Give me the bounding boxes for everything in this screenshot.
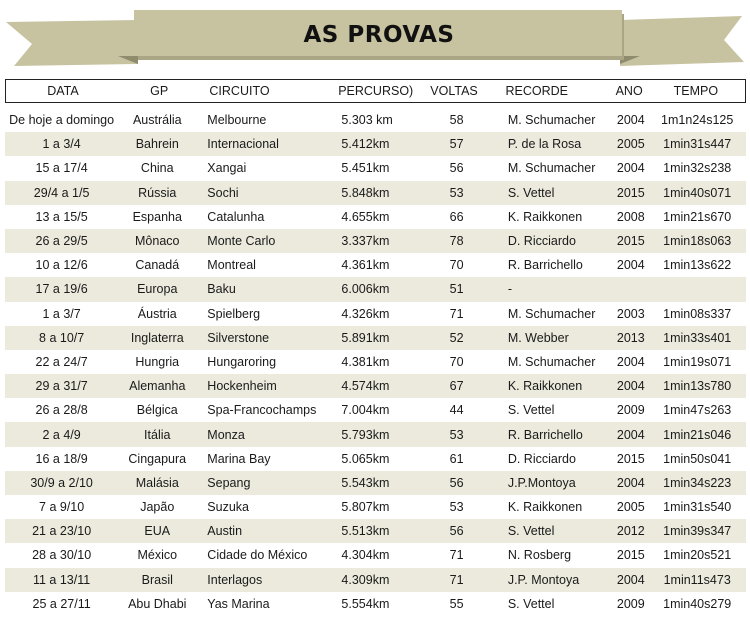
cell-percurso: 5.303 km xyxy=(341,113,393,128)
cell-recorde: D. Ricciardo xyxy=(507,451,576,466)
cell-percurso: 4.361km xyxy=(341,258,390,273)
cell-ano: 2003 xyxy=(616,306,645,321)
cell-gp: Inglaterra xyxy=(130,330,184,345)
cell-data: 26 a 29/5 xyxy=(35,234,88,249)
cell-circuito: Cidade do México xyxy=(207,548,308,563)
cell-tempo: 1min13s780 xyxy=(663,379,732,394)
cell-percurso: 4.304km xyxy=(341,548,390,563)
table-row xyxy=(5,495,746,519)
cell-percurso: 3.337km xyxy=(341,234,390,249)
cell-ano: 2015 xyxy=(616,234,645,249)
table-body xyxy=(5,108,746,616)
cell-ano: 2009 xyxy=(616,403,645,418)
cell-circuito: Spa-Francochamps xyxy=(207,403,317,418)
cell-recorde: M. Schumacher xyxy=(507,306,596,321)
ribbon-right-tail xyxy=(620,16,744,66)
cell-voltas: 71 xyxy=(449,572,464,587)
cell-data: 17 a 19/6 xyxy=(35,282,88,297)
table-row xyxy=(5,398,746,422)
cell-recorde: - xyxy=(507,282,512,297)
cell-data: 13 a 15/5 xyxy=(35,209,88,224)
cell-circuito: Marina Bay xyxy=(207,451,271,466)
cell-data: 10 a 12/6 xyxy=(35,258,88,273)
cell-gp: China xyxy=(140,161,174,176)
cell-voltas: 61 xyxy=(449,451,464,466)
cell-tempo: 1min20s521 xyxy=(663,548,732,563)
cell-data: 21 a 23/10 xyxy=(32,524,92,539)
column-header-ano: ANO xyxy=(615,84,643,98)
cell-tempo: 1min47s263 xyxy=(663,403,732,418)
cell-recorde: D. Ricciardo xyxy=(507,234,576,249)
table-row xyxy=(5,253,746,277)
cell-recorde: S. Vettel xyxy=(507,185,555,200)
cell-circuito: Interlagos xyxy=(207,572,263,587)
cell-recorde: S. Vettel xyxy=(507,524,555,539)
cell-percurso: 7.004km xyxy=(341,403,390,418)
cell-voltas: 70 xyxy=(449,354,464,369)
cell-circuito: Suzuka xyxy=(207,500,249,515)
column-header-percurso: PERCURSO) xyxy=(338,84,414,98)
cell-tempo: 1min33s401 xyxy=(663,330,732,345)
cell-ano: 2013 xyxy=(616,330,645,345)
cell-gp: Canadá xyxy=(135,258,180,273)
cell-gp: Cingapura xyxy=(128,451,187,466)
cell-voltas: 56 xyxy=(449,524,464,539)
cell-recorde: S. Vettel xyxy=(507,403,555,418)
cell-voltas: 55 xyxy=(449,596,464,611)
cell-data: 26 a 28/8 xyxy=(35,403,88,418)
cell-tempo: 1m1n24s125 xyxy=(661,113,734,128)
races-table xyxy=(5,79,746,616)
cell-ano: 2009 xyxy=(616,596,645,611)
cell-data: 15 a 17/4 xyxy=(35,161,88,176)
cell-tempo: 1min32s238 xyxy=(663,161,732,176)
cell-gp: Áustria xyxy=(137,306,177,321)
cell-ano: 2004 xyxy=(616,113,645,128)
cell-ano: 2015 xyxy=(616,451,645,466)
column-header-gp: GP xyxy=(150,84,169,98)
cell-voltas: 66 xyxy=(449,209,464,224)
table-row xyxy=(5,543,746,567)
cell-voltas: 44 xyxy=(449,403,464,418)
cell-data: 22 a 24/7 xyxy=(35,354,88,369)
cell-circuito: Melbourne xyxy=(207,113,267,128)
table-row xyxy=(5,471,746,495)
cell-voltas: 56 xyxy=(449,161,464,176)
cell-recorde: M. Schumacher xyxy=(507,354,596,369)
cell-gp: Abu Dhabi xyxy=(128,596,187,611)
cell-gp: Brasil xyxy=(141,572,173,587)
cell-percurso: 4.326km xyxy=(341,306,390,321)
cell-circuito: Hungaroring xyxy=(207,354,277,369)
column-header-tempo: TEMPO xyxy=(673,84,719,98)
cell-data: 11 a 13/11 xyxy=(32,572,91,587)
cell-circuito: Spielberg xyxy=(207,306,261,321)
cell-data: 29 a 31/7 xyxy=(35,379,88,394)
cell-circuito: Montreal xyxy=(207,258,256,273)
cell-gp: Japão xyxy=(140,500,175,515)
cell-percurso: 4.309km xyxy=(341,572,390,587)
cell-percurso: 4.381km xyxy=(341,354,390,369)
cell-circuito: Hockenheim xyxy=(207,379,277,394)
cell-data: 7 a 9/10 xyxy=(39,500,85,515)
cell-percurso: 5.513km xyxy=(341,524,390,539)
cell-circuito: Sochi xyxy=(207,185,239,200)
title-banner xyxy=(0,0,750,78)
cell-voltas: 71 xyxy=(449,548,464,563)
cell-percurso: 5.807km xyxy=(341,500,390,515)
cell-circuito: Catalunha xyxy=(207,209,265,224)
cell-recorde: N. Rosberg xyxy=(507,548,572,563)
cell-voltas: 53 xyxy=(449,427,464,442)
cell-recorde: M. Schumacher xyxy=(507,113,596,128)
cell-ano: 2004 xyxy=(616,354,645,369)
cell-recorde: K. Raikkonen xyxy=(507,209,583,224)
cell-ano: 2012 xyxy=(616,524,645,539)
cell-gp: Alemanha xyxy=(129,379,186,394)
table-row xyxy=(5,519,746,543)
cell-percurso: 5.451km xyxy=(341,161,390,176)
cell-voltas: 52 xyxy=(449,330,464,345)
cell-recorde: J.P.Montoya xyxy=(507,475,576,490)
cell-percurso: 5.891km xyxy=(341,330,390,345)
cell-percurso: 5.848km xyxy=(341,185,390,200)
cell-gp: Espanha xyxy=(132,209,182,224)
cell-ano: 2004 xyxy=(616,258,645,273)
table-row xyxy=(5,374,746,398)
cell-tempo: 1min40s279 xyxy=(663,596,732,611)
cell-recorde: J.P. Montoya xyxy=(507,572,580,587)
cell-gp: Austrália xyxy=(132,113,182,128)
column-header-data: DATA xyxy=(47,84,79,98)
column-header-recorde: RECORDE xyxy=(505,84,568,98)
cell-tempo: 1min21s046 xyxy=(663,427,732,442)
cell-ano: 2004 xyxy=(616,572,645,587)
cell-ano: 2015 xyxy=(616,185,645,200)
table-row xyxy=(5,181,746,205)
cell-gp: Mônaco xyxy=(135,234,180,249)
cell-percurso: 5.793km xyxy=(341,427,390,442)
cell-gp: Malásia xyxy=(135,475,179,490)
cell-recorde: P. de la Rosa xyxy=(507,137,582,152)
cell-percurso: 5.065km xyxy=(341,451,390,466)
cell-ano: 2015 xyxy=(616,548,645,563)
cell-voltas: 53 xyxy=(449,500,464,515)
cell-voltas: 78 xyxy=(449,234,464,249)
cell-ano: 2004 xyxy=(616,475,645,490)
cell-tempo: 1min39s347 xyxy=(663,524,732,539)
table-row xyxy=(5,302,746,326)
cell-voltas: 56 xyxy=(449,475,464,490)
cell-data: 25 a 27/11 xyxy=(32,596,91,611)
cell-ano: 2008 xyxy=(616,209,645,224)
table-row xyxy=(5,592,746,616)
cell-voltas: 51 xyxy=(449,282,464,297)
cell-circuito: Sepang xyxy=(207,475,251,490)
cell-circuito: Internacional xyxy=(207,137,279,152)
cell-data: 8 a 10/7 xyxy=(39,330,85,345)
cell-data: 2 a 4/9 xyxy=(42,427,81,442)
cell-data: 28 a 30/10 xyxy=(32,548,92,563)
cell-gp: Bélgica xyxy=(136,403,178,418)
cell-data: 16 a 18/9 xyxy=(35,451,88,466)
table-header xyxy=(5,79,746,103)
cell-gp: México xyxy=(137,548,178,563)
cell-tempo: 1min11s473 xyxy=(663,572,731,587)
table-row xyxy=(5,277,746,301)
cell-tempo: 1min21s670 xyxy=(663,209,732,224)
cell-ano: 2004 xyxy=(616,427,645,442)
table-row xyxy=(5,108,746,132)
table-row xyxy=(5,422,746,446)
cell-voltas: 71 xyxy=(449,306,464,321)
cell-tempo: 1min08s337 xyxy=(663,306,732,321)
cell-circuito: Baku xyxy=(207,282,236,297)
table-row xyxy=(5,568,746,592)
cell-percurso: 5.554km xyxy=(341,596,390,611)
cell-tempo: 1min19s071 xyxy=(663,354,732,369)
cell-recorde: M. Webber xyxy=(507,330,569,345)
ribbon-left-tail xyxy=(6,20,138,66)
cell-gp: Hungria xyxy=(135,354,180,369)
cell-percurso: 5.543km xyxy=(341,475,390,490)
cell-recorde: M. Schumacher xyxy=(507,161,596,176)
cell-circuito: Monte Carlo xyxy=(207,234,276,249)
table-row xyxy=(5,447,746,471)
table-row xyxy=(5,229,746,253)
cell-ano: 2004 xyxy=(616,379,645,394)
cell-circuito: Yas Marina xyxy=(207,596,270,611)
cell-recorde: R. Barrichello xyxy=(507,258,583,273)
cell-data: 1 a 3/7 xyxy=(42,306,81,321)
cell-gp: Rússia xyxy=(138,185,177,200)
cell-ano: 2004 xyxy=(616,161,645,176)
table-row xyxy=(5,326,746,350)
cell-data: 1 a 3/4 xyxy=(42,137,81,152)
column-header-voltas: VOLTAS xyxy=(430,84,478,98)
cell-voltas: 67 xyxy=(449,379,464,394)
cell-percurso: 4.655km xyxy=(341,209,390,224)
cell-voltas: 53 xyxy=(449,185,464,200)
table-row xyxy=(5,156,746,180)
cell-percurso: 4.574km xyxy=(341,379,390,394)
cell-circuito: Austin xyxy=(207,524,243,539)
column-header-circuito: CIRCUITO xyxy=(209,84,270,98)
cell-data: 30/9 a 2/10 xyxy=(30,475,93,490)
cell-voltas: 57 xyxy=(449,137,464,152)
cell-tempo: 1min31s447 xyxy=(663,137,732,152)
table-row xyxy=(5,205,746,229)
cell-circuito: Silverstone xyxy=(207,330,270,345)
cell-voltas: 70 xyxy=(449,258,464,273)
page-title: AS PROVAS xyxy=(303,22,455,48)
cell-tempo: 1min18s063 xyxy=(663,234,732,249)
cell-data: De hoje a domingo xyxy=(9,113,115,128)
cell-percurso: 6.006km xyxy=(341,282,390,297)
cell-tempo: 1min50s041 xyxy=(663,451,732,466)
cell-gp: Itália xyxy=(144,427,171,442)
cell-data: 29/4 a 1/5 xyxy=(33,185,90,200)
cell-tempo: 1min40s071 xyxy=(663,185,732,200)
cell-gp: Bahrein xyxy=(135,137,179,152)
cell-circuito: Monza xyxy=(207,427,245,442)
cell-tempo: 1min31s540 xyxy=(663,500,732,515)
cell-ano: 2005 xyxy=(616,137,645,152)
cell-gp: Europa xyxy=(137,282,178,297)
cell-tempo: 1min13s622 xyxy=(663,258,732,273)
cell-circuito: Xangai xyxy=(207,161,247,176)
cell-recorde: K. Raikkonen xyxy=(507,500,583,515)
cell-tempo: 1min34s223 xyxy=(663,475,732,490)
cell-recorde: R. Barrichello xyxy=(507,427,583,442)
cell-recorde: K. Raikkonen xyxy=(507,379,583,394)
cell-voltas: 58 xyxy=(449,113,464,128)
cell-gp: EUA xyxy=(144,524,171,539)
cell-percurso: 5.412km xyxy=(341,137,390,152)
cell-ano: 2005 xyxy=(616,500,645,515)
table-row xyxy=(5,350,746,374)
cell-recorde: S. Vettel xyxy=(507,596,555,611)
table-row xyxy=(5,132,746,156)
